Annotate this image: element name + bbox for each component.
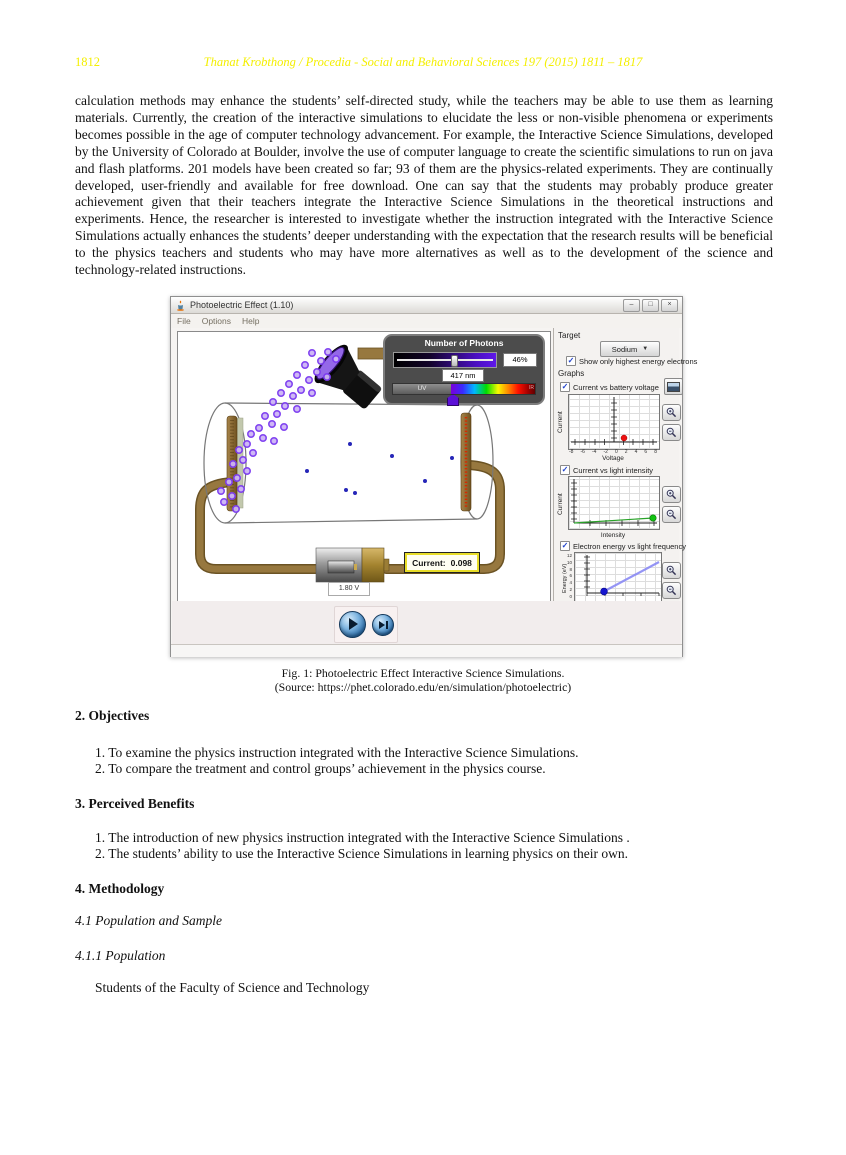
playback-strip <box>172 601 681 644</box>
current-vs-voltage-graph <box>568 394 660 450</box>
current-label: Current: <box>412 557 446 568</box>
photon-percent-field[interactable]: 46% <box>503 353 537 367</box>
page-number: 1812 <box>75 55 100 69</box>
photon-panel-title: Number of Photons <box>424 338 504 348</box>
magnifier-plus-icon <box>666 407 677 418</box>
checkbox-icon[interactable]: ✓ <box>561 465 569 474</box>
checkbox-icon[interactable]: ✓ <box>567 356 575 365</box>
control-panel <box>553 328 698 644</box>
population-sample-subheading: 4.1 Population and Sample <box>75 913 222 928</box>
close-button[interactable]: × <box>661 299 678 312</box>
objectives-item-1: 1. To examine the physics instruction integrated with the Interactive Science Simulations. <box>95 745 579 760</box>
graph1-ylabel: Current <box>557 411 564 433</box>
slider-track <box>397 359 493 361</box>
target-dropdown[interactable] <box>600 341 660 357</box>
zoom-out-button[interactable] <box>662 424 681 441</box>
magnifier-minus-icon <box>666 509 677 520</box>
magnifier-plus-icon <box>666 565 677 576</box>
simulation-window <box>170 296 698 657</box>
play-button[interactable] <box>339 611 366 638</box>
wavelength-thumb[interactable] <box>447 394 459 406</box>
wavelength-field[interactable]: 417 nm <box>442 369 484 382</box>
zoom-in-button[interactable] <box>662 486 681 503</box>
sim-menubar <box>171 314 682 329</box>
photon-count-slider[interactable] <box>393 352 497 368</box>
show-highest-energy-label: Show only highest energy electrons <box>579 356 698 366</box>
checkbox-icon[interactable]: ✓ <box>561 541 569 550</box>
target-label: Target <box>558 331 581 340</box>
chevron-down-icon: ▼ <box>642 346 649 352</box>
benefits-item-1: 1. The introduction of new physics instruction integrated with the Interactive Science Simulations . <box>95 830 630 845</box>
electron-particles <box>305 442 454 495</box>
ir-label: IR <box>529 385 534 391</box>
zoom-out-button[interactable] <box>662 506 681 523</box>
current-vs-voltage-checkbox[interactable] <box>560 382 659 392</box>
graphs-label: Graphs <box>558 369 585 378</box>
sim-content <box>171 328 698 656</box>
figure-caption-line1: Fig. 1: Photoelectric Effect Interactive Science Simulations. <box>281 666 565 680</box>
target-value: Sodium <box>611 344 638 354</box>
visible-spectrum <box>451 384 535 394</box>
zoom-in-button[interactable] <box>662 404 681 421</box>
running-title: Thanat Krobthong / Procedia - Social and Behavioral Sciences 197 (2015) 1811 – 1817 <box>203 55 643 69</box>
uv-label: UV <box>393 384 451 394</box>
java-icon <box>175 300 186 311</box>
vacuum-tube <box>204 403 493 523</box>
body-paragraph: calculation methods may enhance the students’ self-directed study, while the teachers may be able to use them as learning materials. Currently, the creation of the interactive simulations to elucidate the less or non-visible phenomena or experiments becomes possible in the age of computer technology advancement. For example, the Interactive Science Simulations, developed by the University of Colorado at Boulder, involve the use of computer language to create the scientific simulations to run on java and flash platforms. 201 models have been created so far; 93 of them are the physics-related experiments. They are continually developed, user-friendly and available for free download. One can say that the students may probably produce greater achievement given that their teachers integrate the Interactive Science Simulations in the theoretical instructions and experiments. Hence, the researcher is interested to investigate whether the instruction integrated with the Interactive Science Simulations actually enhances the students’ deeper understanding with the expectation that the research results will be beneficial to the physics teachers and students who may have more alternatives as well as to the development of the science and technology-related instructions. <box>75 93 773 278</box>
snapshot-icon <box>667 382 680 392</box>
battery-voltage-label: 1.80 V <box>328 582 370 596</box>
graph2-xlabel: Intensity <box>600 532 626 539</box>
slider-thumb[interactable] <box>451 355 458 367</box>
zoom-out-button[interactable] <box>662 582 681 599</box>
show-highest-energy-checkbox[interactable] <box>566 356 697 366</box>
current-value: 0.098 <box>450 557 472 568</box>
graph1-xticks: -8 -6 -4 -2 0 2 4 6 8 <box>569 449 657 455</box>
menu-help[interactable]: Help <box>242 316 260 326</box>
graph2-ylabel: Current <box>557 493 564 515</box>
maximize-button[interactable]: □ <box>642 299 659 312</box>
battery[interactable] <box>316 548 389 582</box>
objectives-item-2: 2. To compare the treatment and control groups’ achievement in the physics course. <box>95 761 546 776</box>
sim-window-title: Photoelectric Effect (1.10) <box>190 300 294 310</box>
magnifier-minus-icon <box>666 585 677 596</box>
current-vs-voltage-label: Current vs battery voltage <box>573 382 659 392</box>
magnifier-plus-icon <box>666 489 677 500</box>
menu-options[interactable]: Options <box>201 316 231 326</box>
benefits-item-2: 2. The students’ ability to use the Interactive Science Simulations in learning physics on their own. <box>95 846 629 861</box>
zoom-in-button[interactable] <box>662 562 681 579</box>
energy-vs-frequency-label: Electron energy vs light frequency <box>573 541 686 551</box>
objectives-heading: 2. Objectives <box>75 708 150 723</box>
playback-buttons <box>334 606 398 643</box>
current-vs-intensity-graph <box>568 476 660 530</box>
methodology-heading: 4. Methodology <box>75 881 165 896</box>
energy-vs-frequency-graph <box>574 552 662 604</box>
window-statusbar <box>171 644 682 657</box>
graph1-xlabel: Voltage <box>602 455 624 462</box>
step-button[interactable] <box>372 614 394 636</box>
graph3-ylabel: Energy (eV) <box>562 563 568 593</box>
population-subheading: 4.1.1 Population <box>75 948 166 963</box>
collector-electrode <box>461 413 471 511</box>
sim-titlebar[interactable] <box>171 297 682 314</box>
minimize-button[interactable]: – <box>623 299 640 312</box>
menu-file[interactable]: File <box>177 316 191 326</box>
energy-vs-frequency-checkbox[interactable] <box>560 541 686 551</box>
population-text: Students of the Faculty of Science and Technology <box>95 980 370 995</box>
wavelength-spectrum-bar[interactable] <box>392 383 536 395</box>
figure-caption-line2: (Source: https://phet.colorado.edu/en/simulation/photoelectric) <box>274 680 572 694</box>
photon-control-panel <box>383 334 545 405</box>
current-vs-intensity-checkbox[interactable] <box>560 465 653 475</box>
magnifier-minus-icon <box>666 427 677 438</box>
current-readout <box>405 553 479 572</box>
checkbox-icon[interactable]: ✓ <box>561 382 569 391</box>
benefits-heading: 3. Perceived Benefits <box>75 796 195 811</box>
current-vs-intensity-label: Current vs light intensity <box>573 465 654 475</box>
graph3-yticks: 12 10 8 6 4 2 0 <box>566 553 572 599</box>
snapshot-button[interactable] <box>664 378 683 395</box>
